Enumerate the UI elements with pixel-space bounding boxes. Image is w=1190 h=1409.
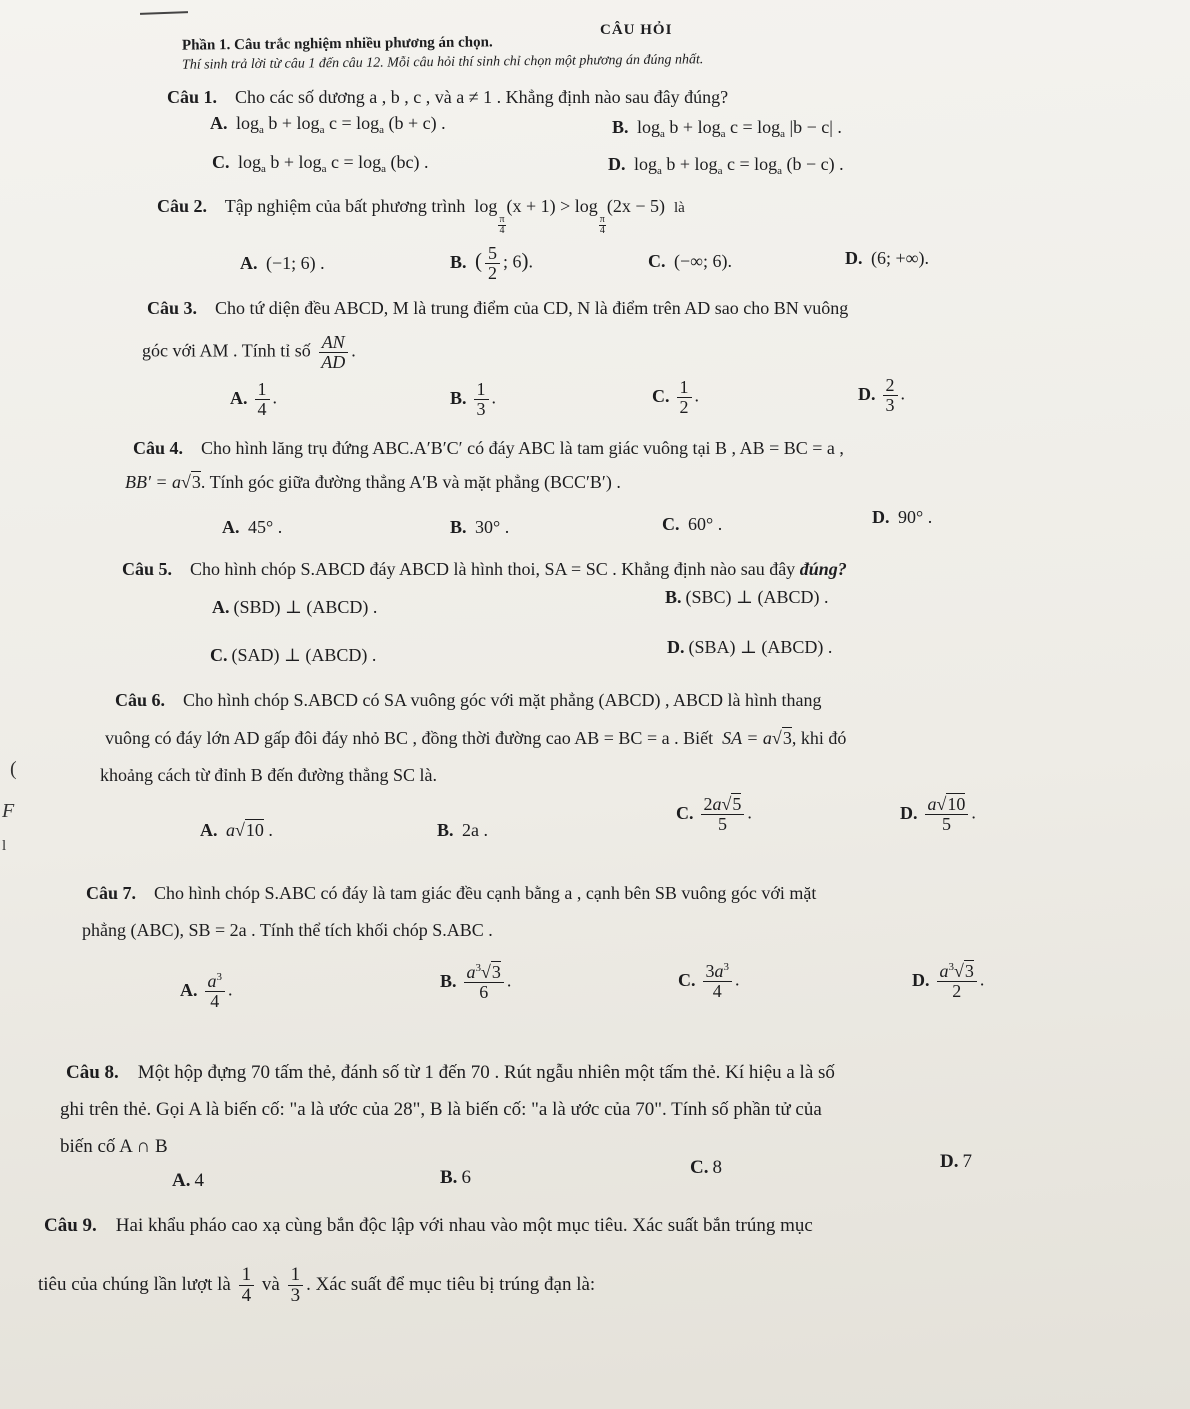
q7-stem [86,883,816,904]
top-rule [140,11,188,15]
q9-stem [44,1215,813,1237]
q1-option-c: C. $\log_a b + \log_a c = \log_a (bc)$ . [212,152,429,175]
q5-text: Cho hình chóp S.ABCD đáy ABCD là hình thoi, SA = SC . Khẳng định nào sau đây [190,559,796,579]
q6-option-d: D. $\frac{a√10}{5}$ . [900,794,976,834]
q5-stem [122,559,847,580]
q8-stem-3: biến cố A ∩ B [60,1136,168,1157]
q5-option-d: D. (SBA) ⊥ (ABCD) . [667,637,833,657]
q6-option-c: C. $\frac{2a√5}{5}$ . [676,794,752,834]
q8-option-b: B. 6 [440,1167,471,1188]
q1-option-d: D. $\log_a b + \log_a c = \log_a (b - c)$ . [608,154,844,177]
q1-label: Câu 1. [167,87,218,107]
margin-mark: l [2,838,7,854]
q7-option-d: D. $\frac{a^3√3}{2}$ . [912,961,985,1001]
q1-option-b: B. $\log_a b + \log_a c = \log_a |b - c|$ . [612,117,842,140]
q4-option-d: D. 90° . [872,507,933,527]
q6-stem [115,690,822,711]
q8-option-d: D. 7 [940,1151,972,1172]
q4-stem-2: BB' = a√3. Tính góc giữa đường thẳng A′B và mặt phẳng (BCC′B′) . [125,472,621,492]
q3-option-a: A. $\frac{1}{4}$ . [230,379,277,419]
q2-option-c: C. (−∞; 6). [648,251,732,271]
page-title: CÂU HỎI [600,22,673,38]
q4-option-c: C. 60° . [662,514,723,534]
q8-stem-2: ghi trên thẻ. Gọi A là biến cố: "a là ước của 28", B là biến cố: "a là ước của 70". Tính số phần tử của [60,1099,822,1120]
q8-option-c: C. 8 [690,1157,722,1178]
part-heading: Phần 1. Câu trắc nghiệm nhiều phương án chọn. [181,34,493,54]
q1-stem [167,87,728,108]
q2-stem: Câu 2. Tập nghiệm của bất phương trình log $\frac{\pi}{4}$ (x + 1) > log $\frac{\pi}{4}$ (2x − 5) là [157,196,685,236]
q4-label: Câu 4. [133,438,184,458]
q5-option-b: B. (SBC) ⊥ (ABCD) . [665,587,829,607]
q3-label: Câu 3. [147,298,198,318]
q2-option-d: D. (6; +∞). [845,248,929,268]
q2-label: Câu 2. [157,196,208,216]
q7-text: Cho hình chóp S.ABC có đáy là tam giác đều cạnh bằng a , cạnh bên SB vuông góc với mặt [154,883,817,903]
q2-tail: là [674,200,685,216]
q7-label: Câu 7. [86,883,137,903]
q3-option-c: C. $\frac{1}{2}$ . [652,377,699,417]
q3-text: Cho tứ diện đều ABCD, M là trung điểm của CD, N là điểm trên AD sao cho BN vuông [215,298,849,318]
q4-option-b: B. 30° . [450,517,510,537]
q5-option-a: A. (SBD) ⊥ (ABCD) . [212,597,378,617]
q6-option-a: A. a√10 . [200,820,273,840]
q9-stem-2: tiêu của chúng lần lượt là $\frac{1}{4}$ và $\frac{1}{3}$ . Xác suất để mục tiêu bị trúng đạn là: [38,1264,596,1306]
margin-mark: ( [10,758,17,780]
q9-text: Hai khẩu pháo cao xạ cùng bắn độc lập với nhau vào một mục tiêu. Xác suất bắn trúng mục [115,1215,813,1236]
q6-stem-2: vuông có đáy lớn AD gấp đôi đáy nhỏ BC , đồng thời đường cao AB = BC = a . Biết SA = a√3, khi đó [105,728,847,748]
q3-option-b: B. $\frac{1}{3}$ . [450,379,497,419]
q2-option-b: B. ( $\frac{5}{2}$ ; 6). [450,243,534,283]
q8-option-a: A. 4 [172,1170,204,1191]
q2-text: Tập nghiệm của bất phương trình [224,196,466,216]
q2-option-a: A. (−1; 6) . [240,253,325,273]
q8-text: Một hộp đựng 70 tấm thẻ, đánh số từ 1 đến 70 . Rút ngẫu nhiên một tấm thẻ. Kí hiệu a là số [137,1062,835,1083]
q8-stem [66,1062,835,1084]
q3-option-d: D. $\frac{2}{3}$ . [858,375,905,415]
q4-text: Cho hình lăng trụ đứng ABC.A′B′C′ có đáy ABC là tam giác vuông tại B , AB = BC = a , [201,438,844,458]
q7-option-b: B. $\frac{a^3√3}{6}$ . [440,962,512,1002]
q8-label: Câu 8. [66,1062,119,1083]
q4-option-a: A. 45° . [222,517,283,537]
q5-option-c: C. (SAD) ⊥ (ABCD) . [210,645,377,665]
q5-emphasis: đúng? [799,559,847,579]
q6-option-b: B. 2a . [437,820,489,840]
q7-stem-2: phẳng (ABC), SB = 2a . Tính thể tích khối chóp S.ABC . [82,920,493,940]
q6-text: Cho hình chóp S.ABCD có SA vuông góc với mặt phẳng (ABCD) , ABCD là hình thang [183,690,822,710]
q1-text: Cho các số dương a , b , c , và a ≠ 1 . Khẳng định nào sau đây đúng? [235,87,729,107]
q6-stem-3: khoảng cách từ đỉnh B đến đường thẳng SC là. [100,765,437,785]
q3-stem [147,298,848,319]
q5-label: Câu 5. [122,559,173,579]
margin-mark: F [2,800,15,822]
q6-label: Câu 6. [115,690,166,710]
q9-label: Câu 9. [44,1215,97,1236]
q7-option-c: C. $\frac{3a^3}{4}$ . [678,961,740,1001]
q7-option-a: A. $\frac{a^3}{4}$ . [180,971,233,1011]
q3-stem-2: góc với AM . Tính tỉ số $\frac{AN}{AD}$ . [142,332,356,372]
q4-stem [133,438,844,459]
q1-option-a: A. $\log_a b + \log_a c = \log_a (b + c)$ . [210,113,446,136]
instruction: Thí sinh trả lời từ câu 1 đến câu 12. Mỗi câu hỏi thí sinh chỉ chọn một phương án đúng nhất. [181,52,704,73]
